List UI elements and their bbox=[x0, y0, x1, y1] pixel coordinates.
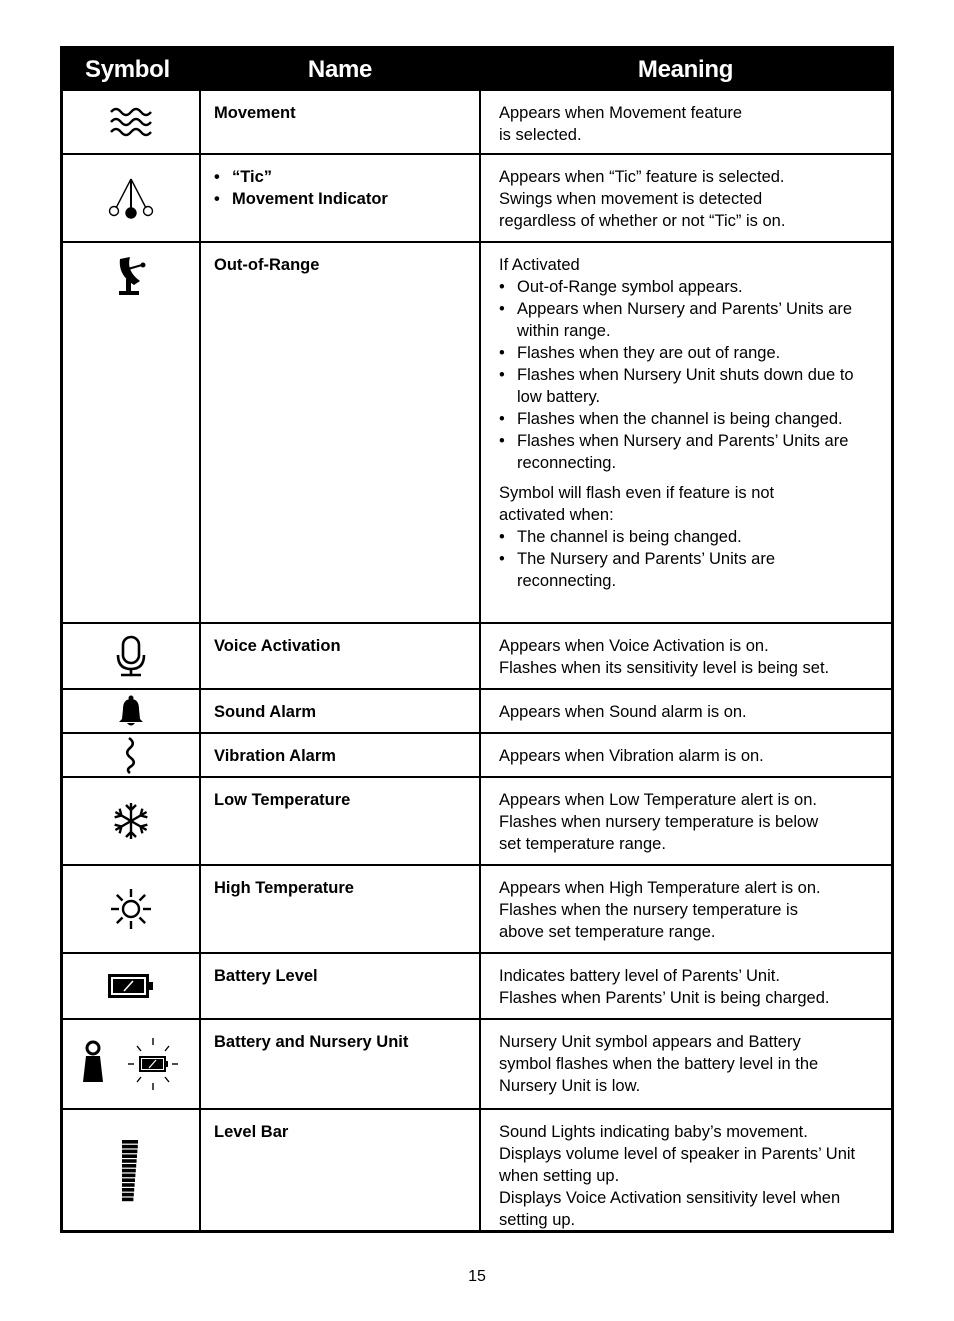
meaning-line: Nursery Unit is low. bbox=[499, 1077, 641, 1095]
meaning-line: Flashes when the nursery temperature is bbox=[499, 901, 798, 919]
meaning-line: regardless of whether or not “Tic” is on. bbox=[499, 212, 786, 230]
meaning-cell bbox=[480, 777, 891, 865]
meaning-cell bbox=[480, 865, 891, 953]
header-symbol: Symbol bbox=[85, 56, 170, 83]
table-row bbox=[63, 953, 891, 1019]
sun-icon bbox=[109, 887, 153, 931]
microphone-icon bbox=[114, 635, 148, 677]
meaning-line: If Activated bbox=[499, 256, 580, 274]
meaning-line: Appears when High Temperature alert is on. bbox=[499, 879, 821, 897]
table-header-row bbox=[63, 49, 891, 91]
table-row bbox=[63, 91, 891, 154]
meaning-line: Displays volume level of speaker in Parents’ Unit bbox=[499, 1145, 856, 1163]
table-row bbox=[63, 865, 891, 953]
table-row bbox=[63, 154, 891, 242]
meaning-cell bbox=[480, 1109, 891, 1231]
level-bar-icon bbox=[122, 1140, 140, 1202]
meaning-line: Flashes when Parents’ Unit is being charged. bbox=[499, 989, 830, 1007]
name-cell bbox=[200, 689, 480, 733]
page-number: 15 bbox=[468, 1268, 486, 1285]
symbol-cell bbox=[63, 865, 200, 953]
row-name: Vibration Alarm bbox=[214, 747, 336, 765]
row-name: Out-of-Range bbox=[214, 256, 320, 274]
row-name: Movement bbox=[214, 104, 296, 122]
meaning-line: Appears when Vibration alarm is on. bbox=[499, 747, 764, 765]
name-cell bbox=[200, 733, 480, 777]
meaning-cell bbox=[480, 91, 891, 154]
vibration-icon bbox=[123, 736, 139, 774]
row-name: Voice Activation bbox=[214, 637, 341, 655]
meaning-bullet: • Out-of-Range symbol appears. bbox=[499, 276, 873, 298]
row-name: High Temperature bbox=[214, 879, 354, 897]
table-row bbox=[63, 1019, 891, 1109]
row-name: Level Bar bbox=[214, 1123, 289, 1141]
meaning-bullet: • Flashes when Nursery and Parents’ Units are reconnecting. bbox=[499, 430, 873, 474]
symbol-cell bbox=[63, 154, 200, 242]
meaning-line: Flashes when its sensitivity level is being set. bbox=[499, 659, 830, 677]
symbol-cell bbox=[63, 1019, 200, 1109]
meaning-line: symbol flashes when the battery level in the bbox=[499, 1055, 819, 1073]
table-row bbox=[63, 623, 891, 689]
meaning-bullet: • Appears when Nursery and Parents’ Units are within range. bbox=[499, 298, 873, 342]
meaning-bullet: • The Nursery and Parents’ Units are reconnecting. bbox=[499, 548, 873, 592]
row-name: Sound Alarm bbox=[214, 703, 317, 721]
name-cell bbox=[200, 865, 480, 953]
meaning-bullet: • Flashes when they are out of range. bbox=[499, 342, 873, 364]
symbol-cell bbox=[63, 1109, 200, 1231]
pendulum-icon bbox=[108, 177, 154, 219]
name-cell bbox=[200, 154, 480, 242]
symbol-cell bbox=[63, 689, 200, 733]
symbol-table bbox=[63, 49, 891, 1231]
meaning-cell bbox=[480, 623, 891, 689]
meaning-cell bbox=[480, 689, 891, 733]
symbol-cell bbox=[63, 733, 200, 777]
table-row bbox=[63, 242, 891, 623]
row-name: • “Tic” bbox=[214, 166, 479, 188]
name-cell bbox=[200, 1019, 480, 1109]
header-name: Name bbox=[307, 56, 373, 83]
meaning-line: Appears when Movement feature bbox=[499, 104, 743, 122]
header-meaning: Meaning bbox=[637, 56, 734, 83]
symbol-cell bbox=[63, 242, 200, 623]
table-row bbox=[63, 733, 891, 777]
meaning-line: Nursery Unit symbol appears and Battery bbox=[499, 1033, 801, 1051]
meaning-line: Appears when Sound alarm is on. bbox=[499, 703, 747, 721]
table-row bbox=[63, 689, 891, 733]
meaning-cell bbox=[480, 1019, 891, 1109]
name-cell bbox=[200, 91, 480, 154]
row-name: Battery Level bbox=[214, 967, 318, 985]
waves-icon bbox=[109, 105, 153, 139]
meaning-bullet: • The channel is being changed. bbox=[499, 526, 873, 548]
symbol-cell bbox=[63, 623, 200, 689]
meaning-line: Flashes when nursery temperature is below bbox=[499, 813, 819, 831]
meaning-line: Appears when “Tic” feature is selected. bbox=[499, 168, 785, 186]
symbol-cell bbox=[63, 953, 200, 1019]
meaning-line: above set temperature range. bbox=[499, 923, 716, 941]
meaning-bullet: • Flashes when the channel is being changed. bbox=[499, 408, 873, 430]
meaning-cell bbox=[480, 242, 891, 623]
meaning-line: activated when: bbox=[499, 506, 614, 524]
meaning-line: Indicates battery level of Parents’ Unit. bbox=[499, 967, 780, 985]
row-name: Battery and Nursery Unit bbox=[214, 1033, 409, 1051]
snowflake-icon bbox=[111, 801, 151, 841]
table-row bbox=[63, 1109, 891, 1231]
name-cell bbox=[200, 242, 480, 623]
meaning-line: Symbol will flash even if feature is not bbox=[499, 484, 775, 502]
meaning-cell bbox=[480, 154, 891, 242]
meaning-line: Appears when Voice Activation is on. bbox=[499, 637, 769, 655]
symbol-cell bbox=[63, 91, 200, 154]
meaning-line: Sound Lights indicating baby’s movement. bbox=[499, 1123, 808, 1141]
meaning-line: Appears when Low Temperature alert is on. bbox=[499, 791, 817, 809]
paragraph-gap bbox=[499, 474, 873, 482]
nursery-battery-icon bbox=[81, 1032, 181, 1096]
bell-icon bbox=[117, 695, 145, 727]
meaning-line: Displays Voice Activation sensitivity level when bbox=[499, 1189, 841, 1207]
symbol-table-frame bbox=[60, 46, 894, 1233]
row-name: Low Temperature bbox=[214, 791, 351, 809]
meaning-line: Swings when movement is detected bbox=[499, 190, 763, 208]
row-name: • Movement Indicator bbox=[214, 188, 479, 210]
name-cell bbox=[200, 953, 480, 1019]
meaning-line: is selected. bbox=[499, 126, 582, 144]
name-cell bbox=[200, 623, 480, 689]
name-cell bbox=[200, 1109, 480, 1231]
meaning-bullet: • Flashes when Nursery Unit shuts down due to low battery. bbox=[499, 364, 873, 408]
battery-icon bbox=[108, 974, 154, 998]
table-row bbox=[63, 777, 891, 865]
meaning-line: set temperature range. bbox=[499, 835, 666, 853]
meaning-cell bbox=[480, 953, 891, 1019]
satellite-dish-icon bbox=[114, 255, 148, 297]
name-cell bbox=[200, 777, 480, 865]
meaning-cell bbox=[480, 733, 891, 777]
symbol-cell bbox=[63, 777, 200, 865]
meaning-line: when setting up. bbox=[499, 1167, 620, 1185]
meaning-line: setting up. bbox=[499, 1211, 576, 1229]
